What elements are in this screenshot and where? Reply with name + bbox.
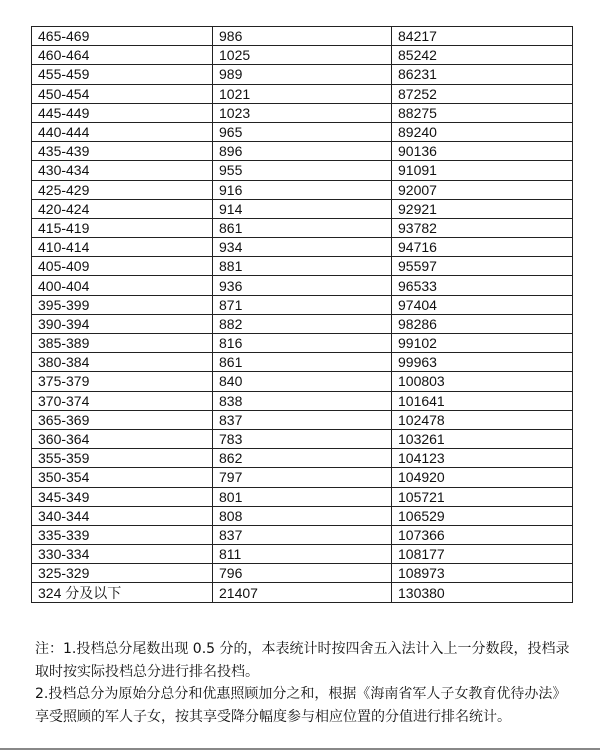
table-row [32, 257, 573, 276]
table-row [32, 84, 573, 103]
table-row [32, 180, 573, 199]
table-row [32, 564, 573, 583]
table-row [32, 65, 573, 84]
score-range-cell: 324 分及以下 [32, 583, 213, 602]
score-range-cell: 450-454 [32, 84, 213, 103]
table-row [32, 46, 573, 65]
note-2: 2.投档总分为原始分总分和优惠照顾加分之和，根据《海南省军人子女教育优待办法》享受照顾的军人子女，按其享受降分幅度参与相应位置的分值进行排名统计。 [35, 686, 567, 725]
score-range-cell: 405-409 [32, 257, 213, 276]
cumulative-count-cell: 101641 [392, 391, 573, 410]
page-bottom-divider [0, 748, 600, 750]
table-row [32, 295, 573, 314]
table-row [32, 218, 573, 237]
table-row [32, 27, 573, 46]
score-range-cell: 330-334 [32, 545, 213, 564]
score-range-cell: 335-339 [32, 525, 213, 544]
table-row [32, 583, 573, 602]
table-row [32, 391, 573, 410]
cumulative-count-cell: 104123 [392, 449, 573, 468]
score-range-cell: 390-394 [32, 314, 213, 333]
table-row [32, 276, 573, 295]
count-cell: 936 [213, 276, 392, 295]
score-range-cell: 430-434 [32, 161, 213, 180]
score-range-cell: 445-449 [32, 103, 213, 122]
score-range-cell: 375-379 [32, 372, 213, 391]
cumulative-count-cell: 97404 [392, 295, 573, 314]
score-range-cell: 460-464 [32, 46, 213, 65]
table-row [32, 506, 573, 525]
score-range-cell: 325-329 [32, 564, 213, 583]
count-cell: 838 [213, 391, 392, 410]
cumulative-count-cell: 99963 [392, 353, 573, 372]
score-range-cell: 350-354 [32, 468, 213, 487]
score-range-cell: 355-359 [32, 449, 213, 468]
cumulative-count-cell: 87252 [392, 84, 573, 103]
cumulative-count-cell: 91091 [392, 161, 573, 180]
table-row [32, 449, 573, 468]
count-cell: 840 [213, 372, 392, 391]
cumulative-count-cell: 130380 [392, 583, 573, 602]
cumulative-count-cell: 102478 [392, 410, 573, 429]
table-row [32, 314, 573, 333]
cumulative-count-cell: 89240 [392, 122, 573, 141]
cumulative-count-cell: 94716 [392, 238, 573, 257]
table-row [32, 487, 573, 506]
cumulative-count-cell: 86231 [392, 65, 573, 84]
score-range-cell: 365-369 [32, 410, 213, 429]
score-range-cell: 385-389 [32, 334, 213, 353]
count-cell: 916 [213, 180, 392, 199]
count-cell: 796 [213, 564, 392, 583]
cumulative-count-cell: 107366 [392, 525, 573, 544]
table-row [32, 429, 573, 448]
score-range-cell: 415-419 [32, 218, 213, 237]
table-row [32, 353, 573, 372]
score-range-cell: 425-429 [32, 180, 213, 199]
score-range-cell: 395-399 [32, 295, 213, 314]
table-row [32, 122, 573, 141]
cumulative-count-cell: 85242 [392, 46, 573, 65]
cumulative-count-cell: 92007 [392, 180, 573, 199]
count-cell: 914 [213, 199, 392, 218]
table-row [32, 238, 573, 257]
cumulative-count-cell: 100803 [392, 372, 573, 391]
score-range-cell: 345-349 [32, 487, 213, 506]
table-body [32, 27, 573, 603]
cumulative-count-cell: 98286 [392, 314, 573, 333]
count-cell: 965 [213, 122, 392, 141]
count-cell: 861 [213, 353, 392, 372]
cumulative-count-cell: 92921 [392, 199, 573, 218]
score-range-cell: 420-424 [32, 199, 213, 218]
table-row [32, 372, 573, 391]
count-cell: 21407 [213, 583, 392, 602]
count-cell: 783 [213, 429, 392, 448]
count-cell: 1023 [213, 103, 392, 122]
cumulative-count-cell: 99102 [392, 334, 573, 353]
count-cell: 837 [213, 410, 392, 429]
cumulative-count-cell: 88275 [392, 103, 573, 122]
score-range-cell: 465-469 [32, 27, 213, 46]
score-range-cell: 400-404 [32, 276, 213, 295]
cumulative-count-cell: 106529 [392, 506, 573, 525]
cumulative-count-cell: 84217 [392, 27, 573, 46]
notes [35, 638, 575, 728]
count-cell: 1021 [213, 84, 392, 103]
table-row [32, 103, 573, 122]
score-range-cell: 380-384 [32, 353, 213, 372]
cumulative-count-cell: 108177 [392, 545, 573, 564]
score-range-cell: 410-414 [32, 238, 213, 257]
count-cell: 808 [213, 506, 392, 525]
count-cell: 861 [213, 218, 392, 237]
count-cell: 989 [213, 65, 392, 84]
cumulative-count-cell: 108973 [392, 564, 573, 583]
table-row [32, 142, 573, 161]
table-row [32, 199, 573, 218]
count-cell: 862 [213, 449, 392, 468]
count-cell: 986 [213, 27, 392, 46]
cumulative-count-cell: 103261 [392, 429, 573, 448]
count-cell: 801 [213, 487, 392, 506]
table-row [32, 410, 573, 429]
note-1: 注：1.投档总分尾数出现 0.5 分的，本表统计时按四舍五入法计入上一分数段，投档录取时按实际投档总分进行排名投档。 [35, 641, 570, 680]
score-range-cell: 370-374 [32, 391, 213, 410]
count-cell: 797 [213, 468, 392, 487]
table-row [32, 334, 573, 353]
count-cell: 934 [213, 238, 392, 257]
cumulative-count-cell: 90136 [392, 142, 573, 161]
count-cell: 955 [213, 161, 392, 180]
score-range-cell: 435-439 [32, 142, 213, 161]
score-range-cell: 455-459 [32, 65, 213, 84]
cumulative-count-cell: 104920 [392, 468, 573, 487]
count-cell: 837 [213, 525, 392, 544]
table-row [32, 161, 573, 180]
count-cell: 816 [213, 334, 392, 353]
score-range-cell: 340-344 [32, 506, 213, 525]
cumulative-count-cell: 95597 [392, 257, 573, 276]
table-row [32, 545, 573, 564]
table-row [32, 468, 573, 487]
score-range-cell: 360-364 [32, 429, 213, 448]
count-cell: 811 [213, 545, 392, 564]
count-cell: 871 [213, 295, 392, 314]
cumulative-count-cell: 96533 [392, 276, 573, 295]
count-cell: 1025 [213, 46, 392, 65]
count-cell: 896 [213, 142, 392, 161]
table-row [32, 525, 573, 544]
cumulative-count-cell: 105721 [392, 487, 573, 506]
count-cell: 882 [213, 314, 392, 333]
score-distribution-table [31, 26, 573, 603]
cumulative-count-cell: 93782 [392, 218, 573, 237]
count-cell: 881 [213, 257, 392, 276]
score-range-cell: 440-444 [32, 122, 213, 141]
